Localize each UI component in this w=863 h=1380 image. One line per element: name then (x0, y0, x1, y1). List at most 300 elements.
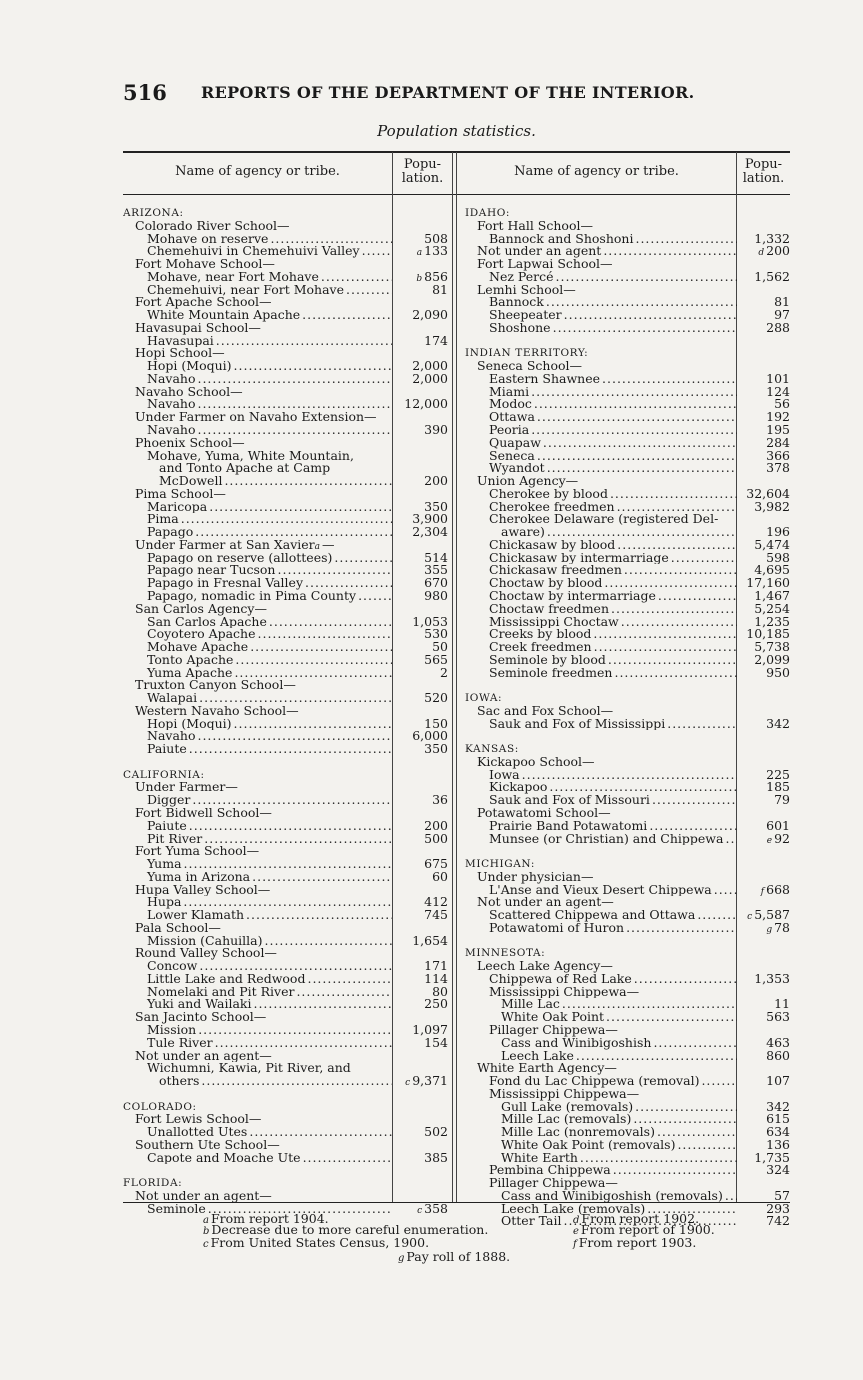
population-value: 508 (424, 230, 448, 246)
population-value: 390 (424, 422, 448, 438)
table-row (465, 383, 790, 399)
dot-leader (652, 794, 737, 807)
table-row (465, 998, 790, 1011)
row-label: Sheepeater (489, 309, 562, 322)
row-label: Sauk and Fox of Missouri (489, 794, 650, 807)
row-label: San Jacinto School— (135, 1011, 267, 1025)
dot-leader (725, 833, 737, 846)
row-label: Walapai (147, 692, 198, 705)
population-value: 225 (766, 766, 790, 782)
group-heading (123, 679, 448, 692)
row-label: Eastern Shawnee (489, 372, 601, 386)
dot-leader (594, 641, 737, 654)
table-row (123, 230, 448, 246)
population-value: 150 (424, 715, 448, 731)
group-heading (123, 437, 448, 450)
group-heading (123, 322, 448, 335)
row-label: Modoc (489, 398, 532, 412)
row-label: Unallotted Utes (147, 1126, 248, 1139)
dot-leader (603, 245, 737, 258)
row-label: Ottawa (489, 411, 535, 425)
dot-leader (197, 373, 392, 386)
population-value: 745 (424, 907, 448, 923)
population-value: 56 (774, 396, 790, 412)
row-label: Hupa (147, 896, 182, 910)
spacer (465, 730, 790, 743)
table-row (465, 536, 790, 552)
row-label: ARIZONA: (123, 207, 184, 219)
dot-leader (265, 935, 393, 948)
state-heading (123, 207, 448, 220)
dot-leader (537, 450, 737, 463)
row-label: Yuma (147, 858, 182, 871)
row-label: Pillager Chippewa— (489, 1177, 618, 1190)
dot-leader (635, 233, 737, 246)
footnote-mark: c (405, 1078, 411, 1089)
right-table-column (465, 207, 790, 1228)
table-row (123, 613, 448, 629)
table-row (465, 1113, 790, 1126)
population-value: 171 (424, 958, 448, 974)
row-label: Peoria (489, 424, 530, 437)
table-row (465, 411, 790, 424)
row-label: Navaho (147, 424, 196, 437)
population-value: 36 (432, 792, 448, 808)
row-label: Seminole (147, 1202, 206, 1216)
row-label: Seneca (489, 449, 535, 463)
table-row (123, 1024, 448, 1037)
population-value: 1,097 (412, 1022, 448, 1037)
population-value: 598 (766, 549, 790, 565)
dot-leader (611, 603, 737, 616)
row-label: Potawatomi of Huron (489, 921, 625, 935)
row-label: Mille Lac (nonremovals) (501, 1126, 655, 1139)
table-row (123, 268, 448, 284)
dot-leader (649, 820, 737, 833)
row-label: Hopi (Moqui) (147, 360, 232, 373)
table-row (123, 370, 448, 386)
group-heading (465, 513, 790, 526)
dot-leader (593, 628, 737, 641)
population-value: 114 (424, 970, 448, 986)
table-row (465, 781, 790, 794)
table-row (465, 245, 790, 258)
population-value: 288 (766, 319, 790, 335)
dot-leader (633, 1113, 737, 1126)
group-heading (123, 845, 448, 858)
table-row (465, 398, 790, 411)
row-label: White Oak Point (removals) (501, 1138, 676, 1152)
row-label: Mille Lac (501, 998, 560, 1012)
table-row (123, 830, 448, 846)
row-label: White Earth (501, 1151, 578, 1165)
dot-leader (564, 309, 737, 322)
table-row (123, 1075, 448, 1088)
table-row (465, 434, 790, 450)
row-label: Phoenix School— (135, 436, 245, 450)
dot-leader (201, 1075, 392, 1088)
row-label: Quapaw (489, 436, 541, 450)
dot-leader (197, 398, 392, 411)
state-heading (123, 769, 448, 782)
dot-leader (250, 641, 392, 654)
row-label: Kickapoo (489, 781, 548, 795)
dot-leader (215, 1037, 392, 1050)
dot-leader (635, 1101, 737, 1114)
table-row (123, 651, 448, 667)
dot-leader (278, 564, 393, 577)
row-label: Southern Ute School— (135, 1138, 280, 1152)
dot-leader (234, 360, 392, 373)
population-value: 1,735 (754, 1149, 790, 1165)
state-heading (465, 947, 790, 960)
dot-leader (697, 909, 737, 922)
row-label: Yuma in Arizona (147, 870, 251, 884)
footnote-mark: b (416, 273, 423, 284)
population-value: 92 (774, 830, 790, 846)
dot-leader (302, 309, 392, 322)
row-label: Fort Apache School— (135, 296, 272, 310)
population-value: 500 (424, 830, 448, 846)
row-label: Kickapoo School— (477, 755, 595, 769)
dot-leader (258, 628, 392, 641)
footnote-mark: a (416, 248, 423, 259)
row-label: Leech Lake (501, 1049, 574, 1063)
table-row (123, 715, 448, 731)
footnote-e: e From report of 1900. (573, 1222, 715, 1237)
footnote-a: a From report 1904. (203, 1211, 329, 1226)
row-label: Seneca School— (477, 360, 582, 373)
right-name-header: Name of agency or tribe. (514, 164, 679, 179)
population-value: 634 (766, 1124, 790, 1140)
table-row (123, 398, 448, 411)
population-value: 97 (774, 307, 790, 323)
table-row (465, 628, 790, 641)
row-label: Mohave Apache (147, 641, 249, 654)
dot-leader (634, 973, 737, 986)
right-population-header: Popu- lation. (742, 157, 785, 186)
dot-leader (296, 986, 392, 999)
population-value: 81 (774, 294, 790, 310)
population-value: 1,332 (754, 230, 790, 246)
dot-leader (183, 896, 392, 909)
table-row (123, 983, 448, 999)
left-table-column (123, 207, 448, 1215)
dot-leader (234, 718, 392, 731)
row-label: Chickasaw by blood (489, 538, 616, 552)
population-value: 350 (424, 498, 448, 514)
population-value: 856 (424, 268, 448, 284)
table-row (123, 868, 448, 884)
row-label: Nomelaki and Pit River (147, 985, 295, 999)
population-value: 3,982 (754, 498, 790, 514)
table-row (465, 498, 790, 514)
table-row (465, 1098, 790, 1114)
row-label: Papago, nomadic in Pima County (147, 589, 357, 603)
row-label: FLORIDA: (123, 1177, 183, 1190)
table-row (123, 513, 448, 526)
row-label: Yuma Apache (147, 666, 233, 680)
row-label: Papago on reserve (allottees) (147, 551, 333, 565)
dot-leader (531, 424, 737, 437)
row-label: Chickasaw freedmen (489, 564, 622, 578)
group-heading (465, 807, 790, 820)
table-row (465, 817, 790, 833)
footnote-mark: g (766, 924, 773, 935)
left-name-header: Name of agency or tribe. (175, 164, 340, 179)
dot-leader (725, 1190, 737, 1203)
table-row (465, 230, 790, 246)
population-value: 174 (424, 332, 448, 348)
group-heading (465, 756, 790, 769)
population-value: 200 (424, 817, 448, 833)
row-label: Lower Klamath (147, 909, 245, 922)
group-heading (123, 386, 448, 399)
population-value: 366 (766, 447, 790, 463)
table-row (123, 245, 448, 258)
table-row (123, 281, 448, 297)
row-label: Fort Bidwell School— (135, 806, 272, 820)
table-row (465, 909, 790, 922)
row-label: Leech Lake (removals) (501, 1202, 646, 1216)
spacer (465, 335, 790, 348)
row-label: Mississippi Chippewa— (489, 985, 640, 999)
dot-leader (576, 1050, 737, 1063)
row-label: Bannock (489, 296, 544, 310)
table-row (465, 970, 790, 986)
row-label: Under Farmer at San Xavier (135, 538, 315, 552)
population-value: 5,254 (754, 600, 790, 616)
group-heading (123, 947, 448, 960)
dot-leader (195, 526, 392, 539)
population-value: 293 (766, 1200, 790, 1216)
table-row (123, 309, 448, 322)
dot-leader (209, 501, 392, 514)
group-heading (123, 1062, 448, 1075)
footnote-mark: c (417, 1205, 423, 1216)
population-value: 502 (424, 1124, 448, 1140)
footnote-c: c From United States Census, 1900. (203, 1235, 430, 1250)
group-heading (123, 1190, 448, 1203)
row-label: Fort Hall School— (477, 219, 593, 233)
population-value: 950 (766, 664, 790, 680)
row-label: Mississippi Choctaw (489, 615, 619, 629)
row-label: Navaho (147, 730, 196, 744)
population-value: 601 (766, 817, 790, 833)
population-value: 670 (424, 575, 448, 591)
dot-leader (531, 386, 737, 399)
dot-leader (543, 437, 737, 450)
table-row (123, 858, 448, 871)
row-label: COLORADO: (123, 1100, 197, 1113)
row-label: Iowa (489, 768, 520, 782)
row-label: Little Lake and Redwood (147, 972, 306, 986)
population-value: 2,099 (754, 651, 790, 667)
population-value: 668 (766, 881, 790, 897)
population-value: 2,000 (412, 358, 448, 374)
table-row (123, 909, 448, 922)
page-header (123, 80, 790, 104)
table-row (465, 651, 790, 667)
dot-leader (199, 692, 392, 705)
column-divider (452, 152, 453, 1202)
dot-leader (626, 922, 737, 935)
table-row (465, 319, 790, 335)
dot-leader (307, 973, 392, 986)
table-row (123, 628, 448, 641)
population-value: 5,474 (754, 536, 790, 552)
row-label: Western Navaho School— (135, 704, 299, 718)
footnote-mark: a (314, 541, 321, 552)
row-label: Cass and Winibigoshish (501, 1036, 652, 1050)
population-value: 9,371 (412, 1073, 448, 1089)
population-value: 2,304 (412, 524, 448, 540)
dot-leader (522, 769, 737, 782)
table-row (123, 817, 448, 833)
population-value: 615 (766, 1111, 790, 1127)
population-value: 2 (440, 664, 448, 680)
population-value: 412 (424, 894, 448, 910)
spacer (465, 679, 790, 692)
row-label: Havasupai School— (135, 321, 261, 335)
dot-leader (224, 475, 392, 488)
row-label: Papago (147, 526, 194, 539)
population-value: 563 (766, 1009, 790, 1025)
population-value: 324 (766, 1162, 790, 1178)
row-label: Under Farmer— (135, 781, 238, 795)
group-heading (123, 1050, 448, 1063)
dot-leader (181, 513, 392, 526)
footnote-mark: e (766, 835, 773, 846)
dot-leader (624, 564, 737, 577)
dot-leader (199, 960, 392, 973)
population-value: 565 (424, 651, 448, 667)
footnote-d: d From report 1902. (573, 1211, 700, 1226)
row-label: Papago in Fresnal Valley (147, 577, 303, 590)
table-row (465, 1011, 790, 1024)
group-heading (123, 922, 448, 935)
population-value: 1,562 (754, 268, 790, 284)
table-row (465, 549, 790, 565)
population-value: 10,185 (746, 626, 790, 642)
group-heading (123, 781, 448, 794)
dot-leader (303, 1152, 392, 1165)
row-label: aware) (501, 526, 545, 539)
dot-leader (556, 271, 737, 284)
group-heading (465, 960, 790, 973)
dot-leader (269, 616, 392, 629)
dot-leader (653, 1037, 737, 1050)
group-heading (465, 360, 790, 373)
row-label: Not under an agent (477, 245, 602, 259)
row-label: IOWA: (465, 692, 503, 705)
state-heading (465, 743, 790, 756)
table-row (465, 1164, 790, 1177)
row-label: Havasupai (147, 334, 214, 348)
row-label: Pima School— (135, 487, 226, 501)
dot-leader (613, 1164, 737, 1177)
population-value: 195 (766, 422, 790, 438)
table-row (465, 881, 790, 897)
population-value: 17,160 (746, 575, 790, 591)
population-value: 860 (766, 1047, 790, 1063)
table-row (123, 932, 448, 948)
dot-leader (547, 526, 737, 539)
table-row (123, 564, 448, 577)
row-label: Paiute (147, 819, 187, 833)
row-label: Not under an agent— (135, 1189, 272, 1203)
row-label: Otter Tail (501, 1215, 562, 1229)
dot-leader (252, 871, 392, 884)
table-row (465, 1149, 790, 1165)
page-number: 516 (123, 80, 167, 105)
row-label: Choctaw by blood (489, 577, 603, 590)
population-value: 2,090 (412, 307, 448, 323)
group-heading (465, 871, 790, 884)
dot-leader (553, 322, 737, 335)
population-value: 980 (424, 587, 448, 603)
dot-leader (610, 488, 737, 501)
table-row (465, 1034, 790, 1050)
table-row (465, 370, 790, 386)
row-label: White Mountain Apache (147, 309, 301, 322)
left-population-header: Popu- lation. (401, 157, 444, 186)
row-label: Mille Lac (removals) (501, 1113, 632, 1127)
row-label: Munsee (or Christian) and Chippewa (489, 832, 724, 846)
table-row (465, 1187, 790, 1203)
row-label: Cherokee Delaware (registered Del- (489, 513, 719, 527)
state-heading (465, 347, 790, 360)
dot-leader (189, 820, 392, 833)
table-row (123, 998, 448, 1011)
group-heading (123, 705, 448, 718)
row-label: Hupa Valley School— (135, 883, 271, 897)
table-row (465, 664, 790, 680)
row-label: Creeks by blood (489, 628, 592, 642)
table-row (123, 641, 448, 654)
row-label-suffix: — (322, 538, 335, 552)
row-label: Chemehuivi in Chemehuivi Valley (147, 245, 360, 259)
dot-leader (204, 833, 392, 846)
row-label: Coyotero Apache (147, 628, 256, 642)
state-heading (123, 1101, 448, 1114)
row-label: Colorado River School— (135, 219, 290, 233)
row-label: CALIFORNIA: (123, 768, 205, 781)
row-label: Navaho (147, 398, 196, 412)
dot-leader (617, 539, 737, 552)
row-label: Creek freedmen (489, 641, 592, 654)
table-row (123, 424, 448, 437)
group-heading (465, 475, 790, 488)
group-heading (123, 347, 448, 360)
row-label: and Tonto Apache at Camp (159, 462, 331, 476)
row-label: White Earth Agency— (477, 1062, 617, 1076)
row-label: Wyandot (489, 462, 545, 476)
footnote-mark: d (758, 248, 765, 259)
table-title: Population statistics. (377, 122, 536, 140)
row-label: Mission (Cahuilla) (147, 934, 263, 948)
row-label: Sac and Fox School— (477, 704, 614, 718)
footnote-g: g Pay roll of 1888. (398, 1249, 511, 1264)
table-row (465, 424, 790, 437)
population-value: 12,000 (404, 396, 448, 412)
row-label: San Carlos Apache (147, 615, 267, 629)
footnote-f: f From report 1903. (573, 1235, 697, 1250)
dot-leader (671, 552, 737, 565)
row-label: Pit River (147, 832, 203, 846)
population-value: 5,587 (754, 907, 790, 923)
row-label: Concow (147, 960, 198, 973)
